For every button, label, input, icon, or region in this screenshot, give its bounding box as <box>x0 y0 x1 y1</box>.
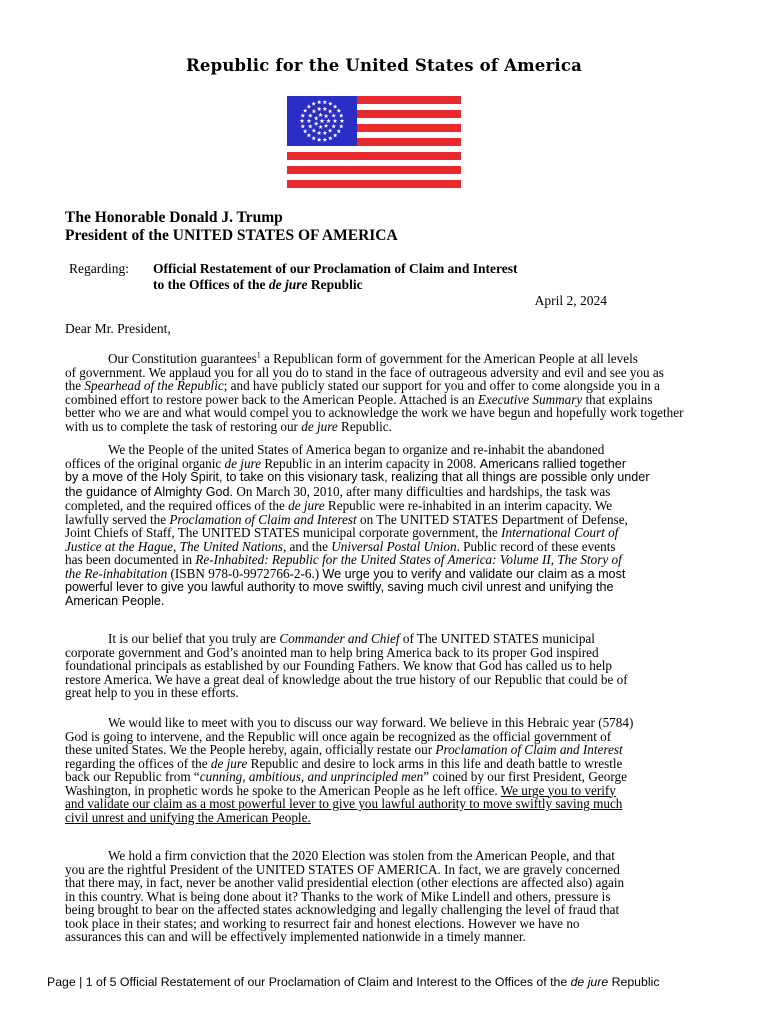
flag-stripe-red <box>287 166 461 174</box>
us-flag-circle-of-stars-icon <box>287 96 461 188</box>
addressee-name: The Honorable Donald J. Trump <box>65 209 283 226</box>
regarding-label: Regarding: <box>69 261 129 276</box>
page-footer: Page | 1 of 5 Official Restatement of our Proclamation of Claim and Interest to the Offices of the de jure Republic <box>47 975 660 989</box>
paragraph-1: Our Constitution guarantees$^1$ a Republican form of government for the American People at all levels of government. We applaud you for all you do to stand in the face of outrageous adversity and evil and see you as the Spearhead of the Republic; and have publicly stated our support for you and offer to come alongside you in a combined effort to restore power back to the American People. Attached is an Executive Summary that explains better who we are and what would compel you to acknowledge the work we have begun and hopefully work together with us to complete the task of restoring our de jure Republic. <box>65 350 684 434</box>
addressee-block <box>65 209 398 245</box>
flag-stripe-red <box>287 180 461 188</box>
paragraph-3: It is our belief that you truly are Commander and Chief of The UNITED STATES municipal corporate government and God’s anointed man to help bring America back to its proper God inspired foundational principals as established by our Founding Fathers. We know that God has called us to help restore America. We have a great deal of knowledge about the true history of our Republic that could be of great help to you in these efforts. <box>65 631 628 700</box>
paragraph-2: We the People of the united States of America began to organize and re-inhabit the abandoned offices of the original organic de jure Republic in an interim capacity in 2008. Americans rallied together by a move of the Holy Spirit, to take on this visionary task, realizing that all things are possible only under the guidance of Almighty God. On March 30, 2010, after many difficulties and hardships, the task was completed, and the required offices of the de jure Republic were re-inhabited in an interim capacity. We lawfully served the Proclamation of Claim and Interest on The UNITED STATES Department of Defense, Joint Chiefs of Staff, The UNITED STATES municipal corporate government, the International Court of Justice at the Hague, The United Nations, and the Universal Postal Union. Public record of these events has been documented in Re-Inhabited: Republic for the United States of America: Volume II, The Story of the Re-inhabitation (ISBN 978-0-9972766-2-6.) We urge you to verify and validate our claim as a most powerful lever to give you lawful authority to move swiftly, saving much civil unrest and unifying the American People. <box>65 442 650 608</box>
regarding-subject: Official Restatement of our Proclamation of Claim and Interest to the Offices of the de jure Republic <box>153 261 518 292</box>
addressee-title: President of the UNITED STATES OF AMERICA <box>65 227 398 244</box>
paragraph-5: We hold a firm conviction that the 2020 Election was stolen from the American People, and that you are the rightful President of the UNITED STATES OF AMERICA. In fact, we are gravely concerned that there may, in fact, never be another valid presidential election (other elections are affected also) again in this country. What is being done about it? Thanks to the work of Mike Lindell and others, pressure is being brought to bear on the affected states acknowledging and legally challenging the level of fraud that took place in their states; and working to resurrect fair and honest elections. However we have no assurances this can and will be effectively implemented nationwide in a timely manner. <box>65 848 625 944</box>
masthead-title: Republic for the United States of America <box>186 56 582 75</box>
flag-stripe-red <box>287 152 461 160</box>
footnote-ref: 1 <box>256 350 261 360</box>
paragraph-4: We would like to meet with you to discuss our way forward. We believe in this Hebraic year (5784) God is going to intervene, and the Republic will once again be recognized as the official government of these united States. We the People hereby, again, officially restate our Proclamation of Claim and Interest regarding the offices of the de jure Republic and desire to lock arms in this life and death battle to wrestle back our Republic from “cunning, ambitious, and unprincipled men” coined by our first President, George Washington, in prophetic words he spoke to the American People as he left office. We urge you to verify and validate our claim as a most powerful lever to give you lawful authority to move swiftly saving much civil unrest and unifying the American People. <box>65 715 634 825</box>
salutation: Dear Mr. President, <box>65 321 171 336</box>
letter-date: April 2, 2024 <box>534 293 607 308</box>
